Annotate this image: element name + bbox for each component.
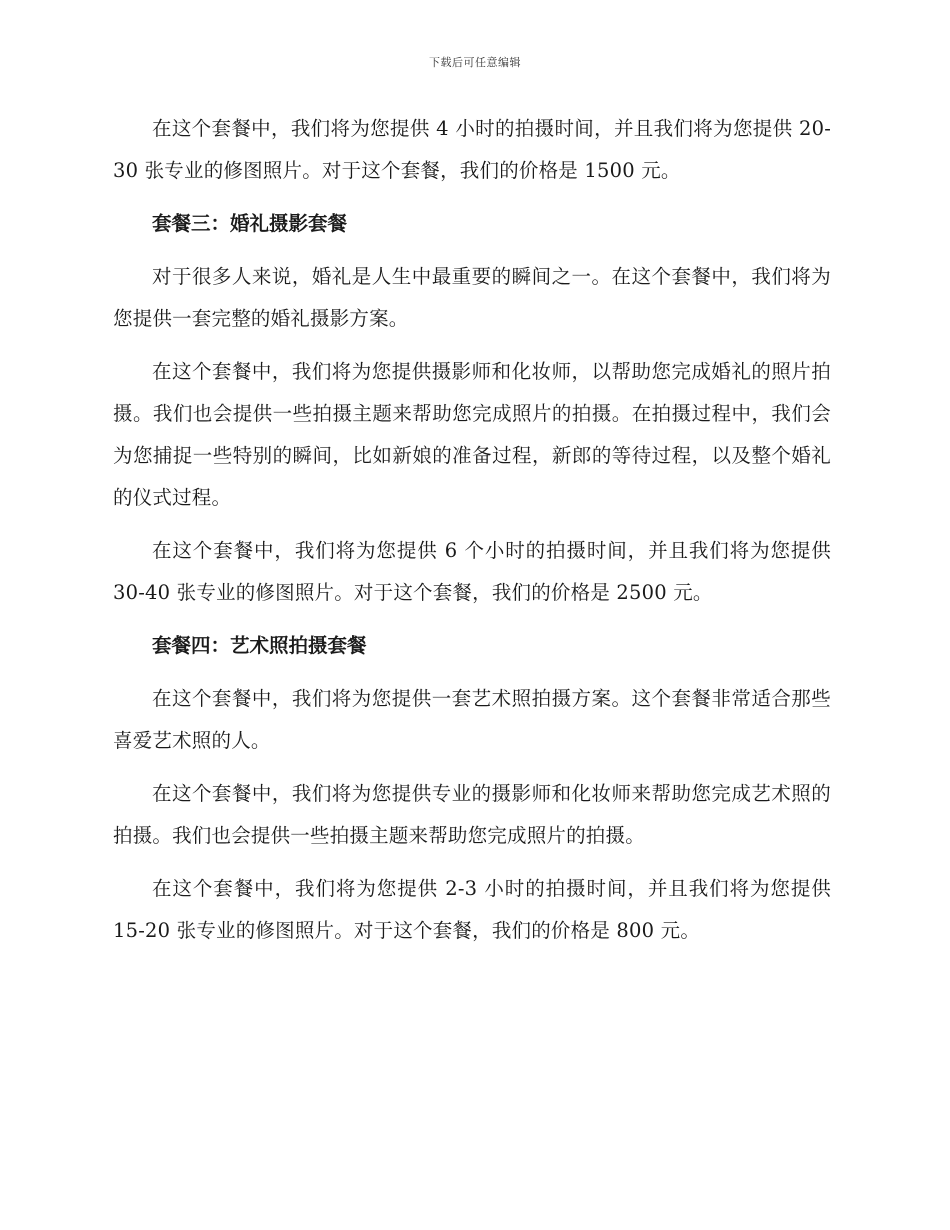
section-heading-package-four: 套餐四：艺术照拍摄套餐 — [152, 634, 367, 657]
paragraph-art-intro: 在这个套餐中，我们将为您提供一套艺术照拍摄方案。这个套餐非常适合那些喜爱艺术照的人。 — [113, 687, 831, 752]
document-body — [113, 108, 831, 963]
paragraph-wedding-services: 在这个套餐中，我们将为您提供摄影师和化妆师，以帮助您完成婚礼的照片拍摄。我们也会提供一些拍摄主题来帮助您完成照片的拍摄。在拍摄过程中，我们会为您捕捉一些特别的瞬间，比如新娘的准备过程，新郎的等待过程，以及整个婚礼的仪式过程。 — [113, 360, 831, 509]
paragraph-art-pricing: 在这个套餐中，我们将为您提供 2-3 小时的拍摄时间，并且我们将为您提供 15-20 张专业的修图照片。对于这个套餐，我们的价格是 800 元。 — [113, 877, 831, 942]
paragraph-wedding-pricing: 在这个套餐中，我们将为您提供 6 个小时的拍摄时间，并且我们将为您提供 30-40 张专业的修图照片。对于这个套餐，我们的价格是 2500 元。 — [113, 539, 831, 604]
section-heading-package-three: 套餐三：婚礼摄影套餐 — [152, 212, 348, 235]
paragraph-wedding-intro: 对于很多人来说，婚礼是人生中最重要的瞬间之一。在这个套餐中，我们将为您提供一套完整的婚礼摄影方案。 — [113, 265, 831, 330]
paragraph-package-two-pricing: 在这个套餐中，我们将为您提供 4 小时的拍摄时间，并且我们将为您提供 20-30 张专业的修图照片。对于这个套餐，我们的价格是 1500 元。 — [113, 117, 831, 182]
page-header: 下载后可任意编辑 — [429, 56, 521, 69]
paragraph-art-services: 在这个套餐中，我们将为您提供专业的摄影师和化妆师来帮助您完成艺术照的拍摄。我们也会提供一些拍摄主题来帮助您完成照片的拍摄。 — [113, 782, 831, 847]
